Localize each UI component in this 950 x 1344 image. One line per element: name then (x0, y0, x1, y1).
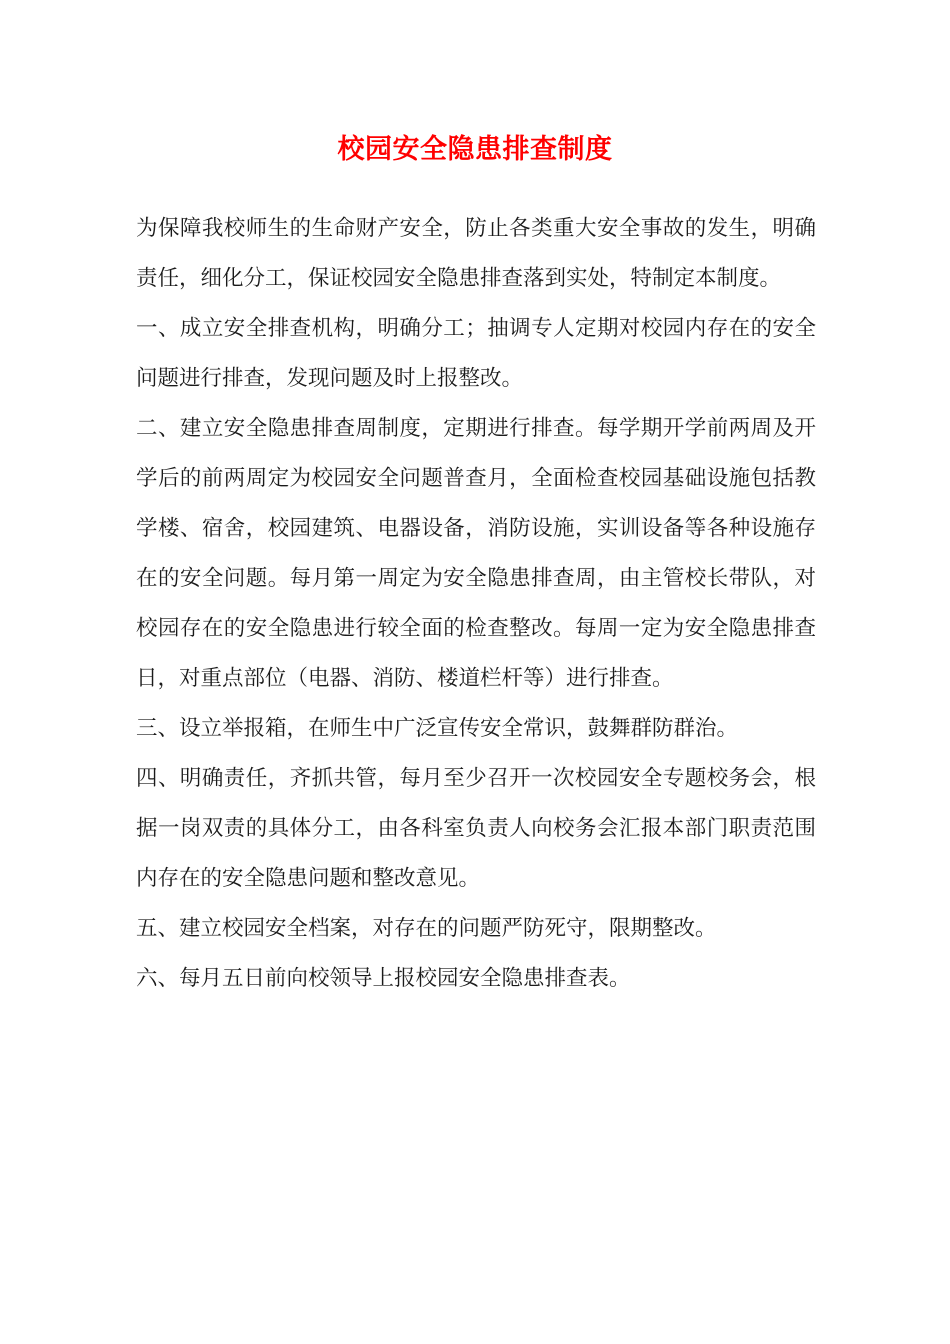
clause-3-paragraph: 三、设立举报箱，在师生中广泛宣传安全常识，鼓舞群防群治。 (136, 716, 739, 741)
intro-paragraph: 为保障我校师生的生命财产安全，防止各类重大安全事故的发生，明确责任，细化分工，保证校园安全隐患排查落到实处，特制定本制度。 (136, 216, 816, 291)
document-title: 校园安全隐患排查制度 (337, 134, 613, 165)
clause-2-paragraph: 二、建立安全隐患排查周制度，定期进行排查。每学期开学前两周及开学后的前两周定为校园安全问题普查月，全面检查校园基础设施包括教学楼、宿舍，校园建筑、电器设备，消防设施，实训设备等各种设施存在的安全问题。每月第一周定为安全隐患排查周，由主管校长带队，对校园存在的安全隐患进行较全面的检查整改。每周一定为安全隐患排查日，对重点部位（电器、消防、楼道栏杆等）进行排查。 (136, 416, 816, 691)
document-body (136, 204, 816, 1004)
clause-5-paragraph: 五、建立校园安全档案，对存在的问题严防死守，限期整改。 (136, 916, 717, 941)
clause-6-paragraph: 六、每月五日前向校领导上报校园安全隐患排查表。 (136, 966, 631, 991)
clause-4-paragraph: 四、明确责任，齐抓共管，每月至少召开一次校园安全专题校务会，根据一岗双责的具体分工，由各科室负责人向校务会汇报本部门职责范围内存在的安全隐患问题和整改意见。 (136, 766, 816, 891)
clause-1-paragraph: 一、成立安全排查机构，明确分工；抽调专人定期对校园内存在的安全问题进行排查，发现问题及时上报整改。 (136, 316, 816, 391)
